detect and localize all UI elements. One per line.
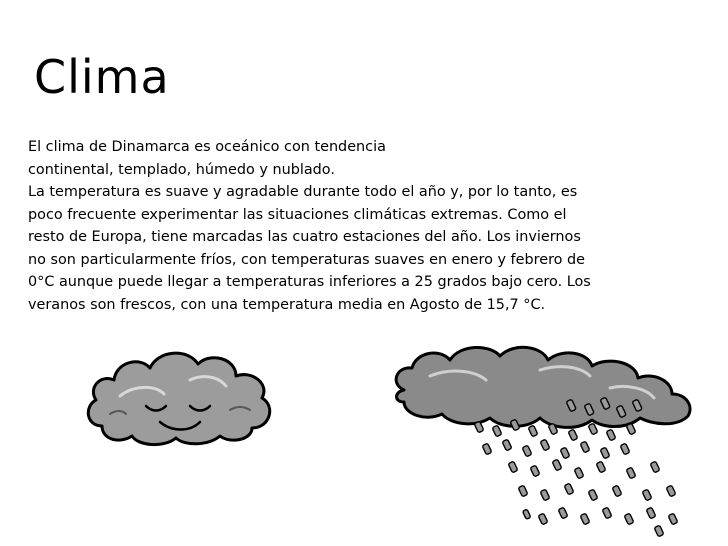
paragraph-line: resto de Europa, tiene marcadas las cuatro estaciones del año. Los inviernos <box>28 229 581 245</box>
description-paragraph <box>28 136 720 316</box>
paragraph-line: veranos son frescos, con una temperatura media en Agosto de 15,7 °C. <box>28 296 546 313</box>
paragraph-line: poco frecuente experimentar las situaciones climáticas extremas. Como el <box>28 206 567 223</box>
smiling-cloud-icon <box>80 340 280 452</box>
paragraph-line: 0°C aunque puede llegar a temperaturas inferiores a 25 grados bajo cero. Los <box>28 274 591 290</box>
paragraph-line: El clima de Dinamarca es oceánico con tendencia <box>28 139 386 155</box>
paragraph-line: continental, templado, húmedo y nublado. <box>28 161 335 178</box>
slide-title: Clima <box>34 50 170 104</box>
paragraph-line: no son particularmente fríos, con temperaturas suaves en enero y febrero de <box>28 251 586 268</box>
rain-cloud-icon <box>390 340 720 540</box>
paragraph-line: La temperatura es suave y agradable durante todo el año y, por lo tanto, es <box>28 184 578 200</box>
